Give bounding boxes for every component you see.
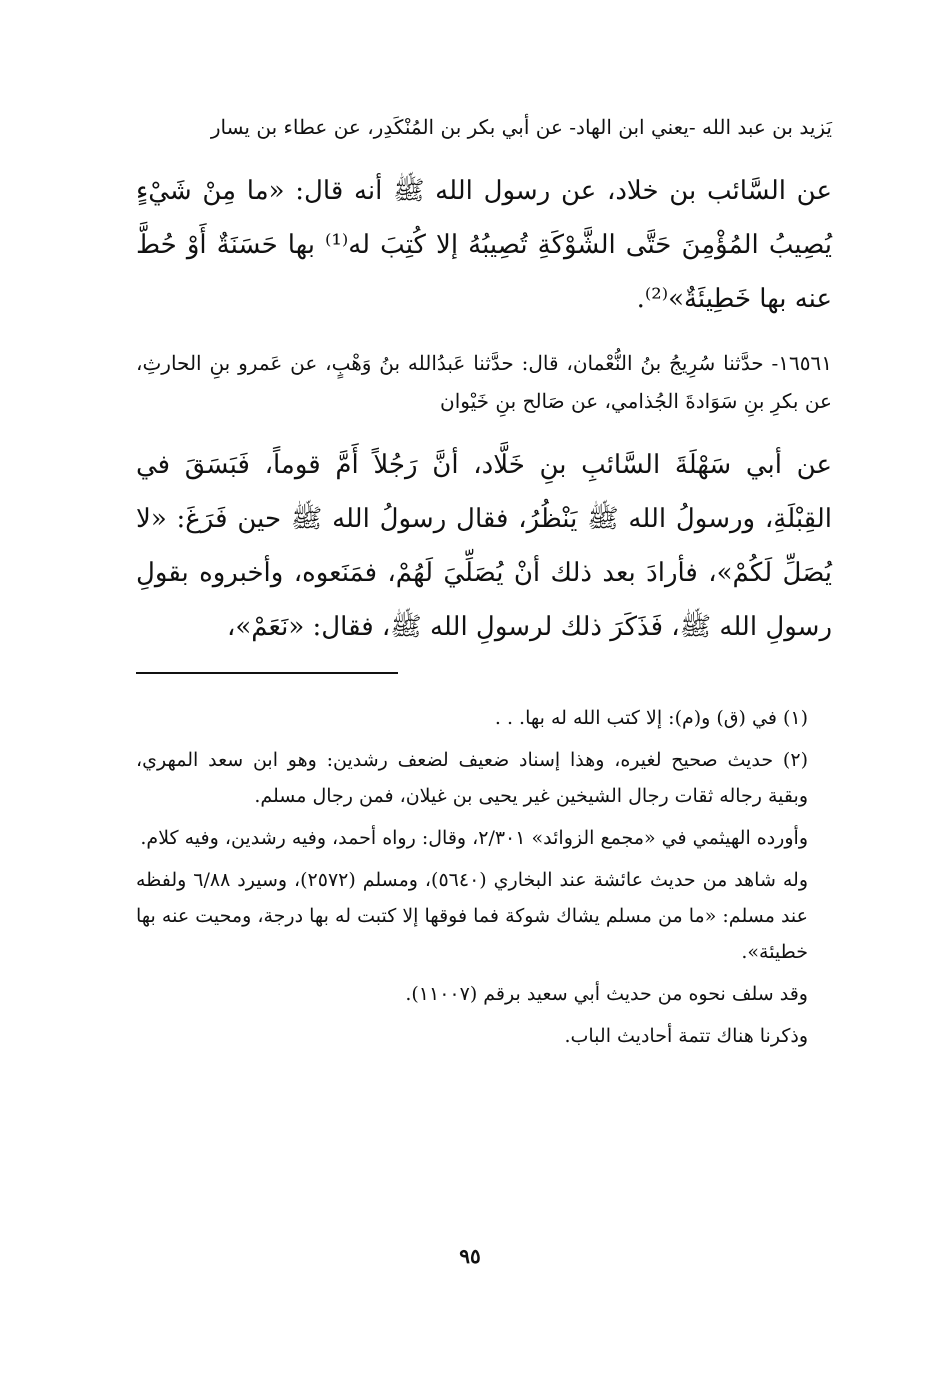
footnote-2-continued-bab: وذكرنا هناك تتمة أحاديث الباب. bbox=[564, 1025, 808, 1047]
hadith-text-2: عن أبي سَهْلَةَ السَّائبِ بنِ خَلَّاد، أنَّ رَجُلاً أَمَّ قوماً، فَبَسَقَ في القِبْلَةِ، ورسولُ الله ﷺ يَنْظُرُ، فقال رسولُ الله ﷺ حين فَرَغَ: «لا يُصَلِّ لَكُمْ»، فأرادَ بعد ذلك أنْ يُصَلِّيَ لَهُمْ، فمَنَعوه، وأخبروه بقولِ رسولِ الله ﷺ، فَذَكَرَ ذلك لرسولِ الله ﷺ، فقال: «نَعَمْ»، bbox=[136, 450, 832, 642]
footnote-2-continued-zawaid: وأورده الهيثمي في «مجمع الزوائد» ٢/٣٠١، وقال: رواه أحمد، وفيه رشدين، وفيه كلام. bbox=[140, 827, 808, 849]
hadith-text-1: عن السَّائب بن خلاد، عن رسول الله ﷺ أنه قال: «ما مِنْ شَيْءٍ يُصِيبُ المُؤْمِنَ حَتَّى الشَّوْكَةِ تُصِيبُهُ إلا كُتِبَ له⁽¹⁾ بها حَسَنَةٌ أَوْ حُطَّ عنه بها خَطِيئَةٌ»⁽²⁾. bbox=[136, 176, 833, 314]
footnote-2: (٢) حديث صحيح لغيره، وهذا إسناد ضعيف لضعف رشدين: وهو ابن سعد المهري، وبقية رجاله ثقات رجال الشيخين غير يحيى بن غيلان، فمن رجال مسلم. bbox=[136, 749, 808, 807]
footnote-divider bbox=[136, 672, 398, 674]
footnote-1: (١) في (ق) و(م): إلا كتب الله له بها. . . bbox=[494, 707, 808, 729]
isnad-line-1: يَزيد بن عبد الله -يعني ابن الهاد- عن أبي بكر بن المُنْكَدِر، عن عطاء بن يسار bbox=[210, 115, 832, 139]
page-number: ٩٥ bbox=[459, 1244, 481, 1268]
footnote-2-continued-salaf: وقد سلف نحوه من حديث أبي سعيد برقم (١١٠٠٧). bbox=[405, 983, 808, 1005]
footnote-2-continued-shahid: وله شاهد من حديث عائشة عند البخاري (٥٦٤٠)، ومسلم (٢٥٧٢)، وسيرد ٦/٨٨ ولفظه عند مسلم: «ما من مسلم يشاك شوكة فما فوقها إلا كتبت له بها درجة، ومحيت عنه بها خطيئة». bbox=[136, 869, 808, 963]
isnad-line-2: ١٦٥٦١- حدَّثنا سُرِيجُ بنُ النُّعْمان، قال: حدَّثنا عَبدُالله بنُ وَهْبٍ، عن عَمرو بنِ الحارثِ، عن بكرِ بنِ سَوَادةَ الجُذامي، عن صَالح بنِ خَيْوان bbox=[136, 351, 832, 413]
page-body bbox=[136, 108, 832, 1060]
